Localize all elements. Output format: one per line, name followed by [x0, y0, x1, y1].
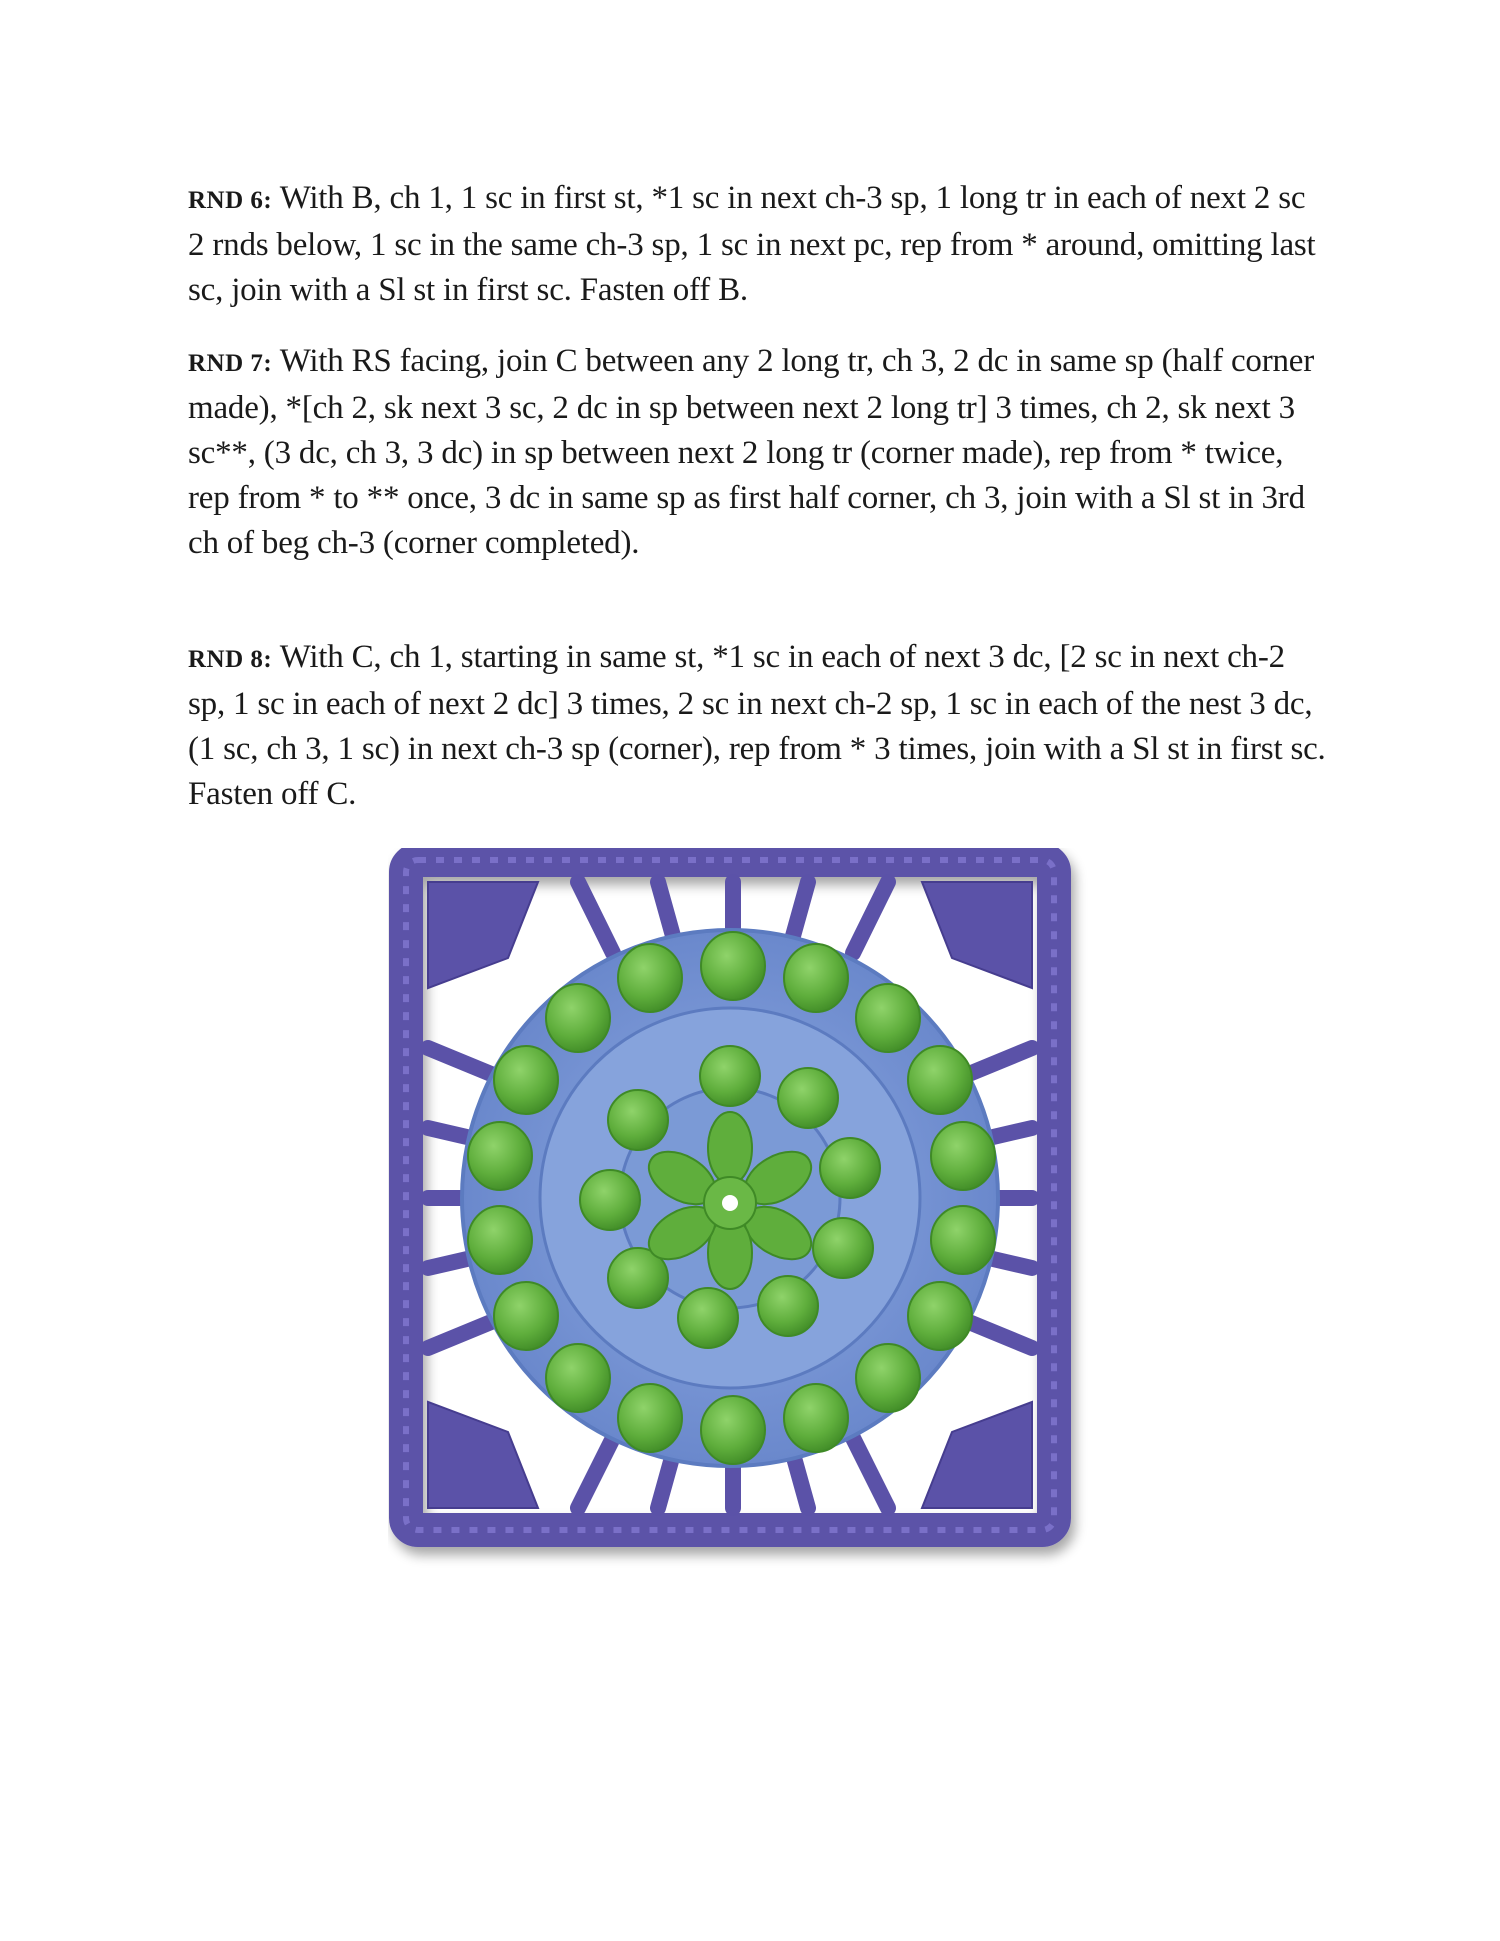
round-text: With RS facing, join C between any 2 long tr, ch 3, 2 dc in same sp (half corner made), *[ch 2, sk next 3 sc, 2 dc in sp between next 2 long tr] 3 times, ch 2, sk next 3 sc**, (3 dc, ch 3, 3 dc) in sp between next 2 long tr (corner made), rep from * twice, rep from * to ** once, 3 dc in same sp as first half corner, ch 3, join with a Sl st in 3rd ch of beg ch-3 (corner completed).: [188, 343, 1315, 561]
round-7-instructions: [188, 339, 1328, 566]
round-8-instructions: [188, 635, 1328, 817]
crochet-square-photo: [388, 848, 1088, 1568]
round-label: RND 7:: [188, 350, 273, 377]
round-label: RND 6:: [188, 187, 273, 214]
round-text: With C, ch 1, starting in same st, *1 sc in each of next 3 dc, [2 sc in next ch-2 sp, 1 sc in each of next 2 dc] 3 times, 2 sc in next ch-2 sp, 1 sc in each of the nest 3 dc, (1 sc, ch 3, 1 sc) in next ch-3 sp (corner), rep from * 3 times, join with a Sl st in first sc. Fasten off C.: [188, 639, 1326, 812]
round-text: With B, ch 1, 1 sc in first st, *1 sc in next ch-3 sp, 1 long tr in each of next 2 sc 2 rnds below, 1 sc in the same ch-3 sp, 1 sc in next pc, rep from * around, omitting last sc, join with a Sl st in first sc. Fasten off B.: [188, 180, 1316, 308]
center-hole: [722, 1195, 738, 1211]
round-label: RND 8:: [188, 646, 273, 673]
crochet-square-illustration: [388, 848, 1088, 1568]
round-6-instructions: [188, 176, 1328, 313]
